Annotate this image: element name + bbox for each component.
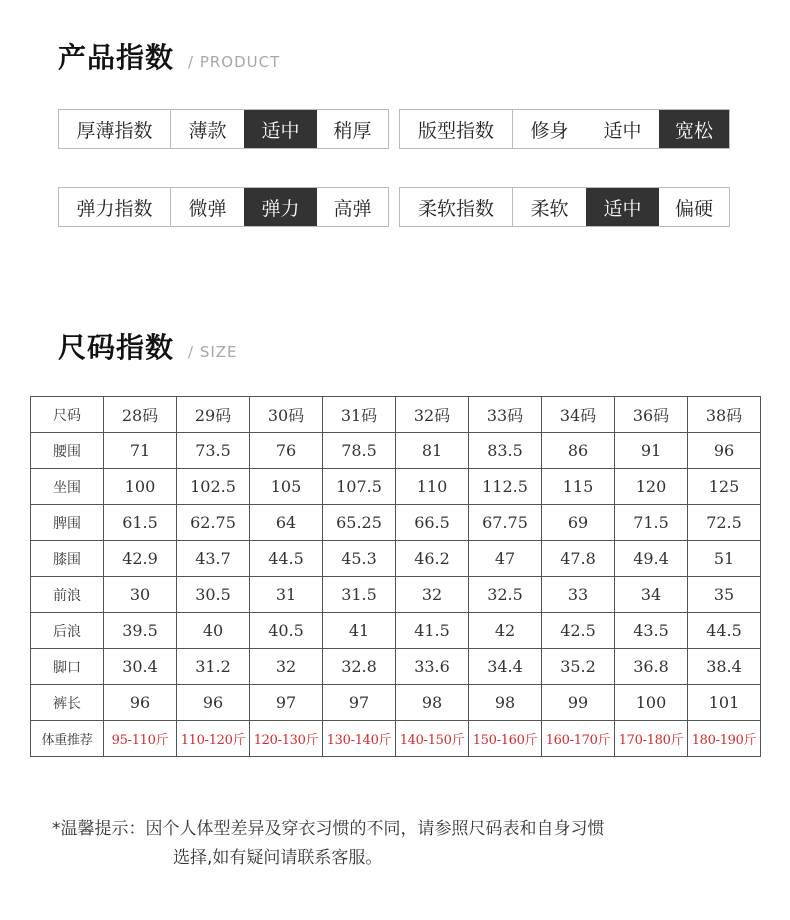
index-option-selected: 弹力 [244, 188, 317, 226]
index-option: 修身 [530, 119, 569, 142]
index-option: 高弹 [333, 197, 372, 220]
index-label: 弹力指数 [59, 188, 171, 226]
table-cell: 83.5 [469, 433, 542, 469]
table-cell: 71.5 [615, 505, 688, 541]
table-cell: 100 [104, 469, 177, 505]
index-option: 偏硬 [674, 197, 713, 220]
table-cell: 35.2 [542, 649, 615, 685]
table-cell: 42.5 [542, 613, 615, 649]
table-row-label: 腰围 [31, 433, 104, 469]
table-cell: 44.5 [250, 541, 323, 577]
table-row [31, 685, 761, 721]
size-subtitle: / SIZE [188, 343, 238, 361]
weight-recommend-row [31, 721, 761, 757]
table-cell: 112.5 [469, 469, 542, 505]
table-cell: 39.5 [104, 613, 177, 649]
table-cell: 115 [542, 469, 615, 505]
table-header-cell: 30码 [250, 397, 323, 433]
table-row [31, 505, 761, 541]
table-cell: 96 [688, 433, 761, 469]
table-header-cell: 38码 [688, 397, 761, 433]
table-row-label: 脾围 [31, 505, 104, 541]
table-cell: 61.5 [104, 505, 177, 541]
table-cell: 98 [469, 685, 542, 721]
table-cell: 91 [615, 433, 688, 469]
table-row-label: 后浪 [31, 613, 104, 649]
table-cell: 96 [104, 685, 177, 721]
table-cell: 45.3 [323, 541, 396, 577]
table-row-label: 裤长 [31, 685, 104, 721]
table-cell: 47 [469, 541, 542, 577]
weight-cell: 95-110斤 [104, 721, 177, 757]
index-option: 稍厚 [333, 119, 372, 142]
table-cell: 76 [250, 433, 323, 469]
table-cell: 32 [396, 577, 469, 613]
note-line-1: *温馨提示：因个人体型差异及穿衣习惯的不同，请参照尺码表和自身习惯 [52, 819, 605, 839]
table-cell: 98 [396, 685, 469, 721]
index-thickness [58, 109, 389, 149]
table-header-cell: 29码 [177, 397, 250, 433]
table-row [31, 469, 761, 505]
table-header-cell: 31码 [323, 397, 396, 433]
table-cell: 40 [177, 613, 250, 649]
table-cell: 120 [615, 469, 688, 505]
table-row-label: 膝围 [31, 541, 104, 577]
table-cell: 41 [323, 613, 396, 649]
index-option: 微弹 [188, 197, 227, 220]
index-softness [399, 187, 730, 227]
weight-cell: 130-140斤 [323, 721, 396, 757]
table-cell: 110 [396, 469, 469, 505]
table-row [31, 433, 761, 469]
table-cell: 34.4 [469, 649, 542, 685]
table-cell: 33 [542, 577, 615, 613]
table-cell: 97 [323, 685, 396, 721]
note-line-2: 选择,如有疑问请联系客服。 [173, 848, 383, 868]
table-cell: 51 [688, 541, 761, 577]
product-section-title [58, 36, 280, 76]
table-cell: 67.75 [469, 505, 542, 541]
weight-cell: 160-170斤 [542, 721, 615, 757]
table-cell: 72.5 [688, 505, 761, 541]
table-cell: 49.4 [615, 541, 688, 577]
table-cell: 96 [177, 685, 250, 721]
table-cell: 105 [250, 469, 323, 505]
table-cell: 64 [250, 505, 323, 541]
table-header-cell: 34码 [542, 397, 615, 433]
table-cell: 73.5 [177, 433, 250, 469]
table-cell: 42 [469, 613, 542, 649]
table-cell: 102.5 [177, 469, 250, 505]
table-cell: 125 [688, 469, 761, 505]
table-cell: 30.4 [104, 649, 177, 685]
size-section-title [58, 326, 238, 366]
product-title: 产品指数 [58, 41, 175, 74]
table-cell: 99 [542, 685, 615, 721]
table-cell: 78.5 [323, 433, 396, 469]
table-cell: 34 [615, 577, 688, 613]
table-row [31, 613, 761, 649]
table-cell: 30 [104, 577, 177, 613]
table-cell: 69 [542, 505, 615, 541]
table-row [31, 541, 761, 577]
table-header-cell: 28码 [104, 397, 177, 433]
table-cell: 107.5 [323, 469, 396, 505]
weight-cell: 120-130斤 [250, 721, 323, 757]
table-cell: 41.5 [396, 613, 469, 649]
index-option: 适中 [603, 119, 642, 142]
table-cell: 42.9 [104, 541, 177, 577]
table-cell: 31.5 [323, 577, 396, 613]
index-option: 薄款 [188, 119, 227, 142]
table-cell: 97 [250, 685, 323, 721]
weight-cell: 140-150斤 [396, 721, 469, 757]
table-row-label: 前浪 [31, 577, 104, 613]
table-cell: 32.8 [323, 649, 396, 685]
product-subtitle: / PRODUCT [188, 53, 281, 71]
table-cell: 86 [542, 433, 615, 469]
table-header-row [31, 397, 761, 433]
table-header-cell: 32码 [396, 397, 469, 433]
table-cell: 46.2 [396, 541, 469, 577]
table-cell: 62.75 [177, 505, 250, 541]
table-cell: 101 [688, 685, 761, 721]
table-cell: 66.5 [396, 505, 469, 541]
table-header-cell: 尺码 [31, 397, 104, 433]
table-row-label: 坐围 [31, 469, 104, 505]
weight-cell: 110-120斤 [177, 721, 250, 757]
weight-cell: 170-180斤 [615, 721, 688, 757]
table-cell: 44.5 [688, 613, 761, 649]
index-label: 版型指数 [400, 110, 513, 148]
table-cell: 31.2 [177, 649, 250, 685]
index-option-selected: 适中 [586, 188, 659, 226]
table-cell: 33.6 [396, 649, 469, 685]
table-cell: 43.7 [177, 541, 250, 577]
index-label: 柔软指数 [400, 188, 513, 226]
table-cell: 32.5 [469, 577, 542, 613]
index-option-selected: 适中 [244, 110, 317, 148]
size-table [30, 396, 761, 757]
table-cell: 30.5 [177, 577, 250, 613]
index-label: 厚薄指数 [59, 110, 171, 148]
table-cell: 43.5 [615, 613, 688, 649]
table-cell: 47.8 [542, 541, 615, 577]
table-cell: 32 [250, 649, 323, 685]
table-cell: 71 [104, 433, 177, 469]
table-row [31, 649, 761, 685]
table-cell: 31 [250, 577, 323, 613]
size-title: 尺码指数 [58, 331, 175, 364]
table-cell: 35 [688, 577, 761, 613]
table-cell: 38.4 [688, 649, 761, 685]
warm-tip-note [52, 815, 605, 873]
table-row [31, 577, 761, 613]
table-cell: 40.5 [250, 613, 323, 649]
index-option-selected: 宽松 [659, 110, 729, 148]
table-row-label: 体重推荐 [31, 721, 104, 757]
table-row-label: 脚口 [31, 649, 104, 685]
table-header-cell: 33码 [469, 397, 542, 433]
index-fit [399, 109, 730, 149]
table-header-cell: 36码 [615, 397, 688, 433]
table-cell: 100 [615, 685, 688, 721]
size-table-body [31, 397, 761, 757]
index-option: 柔软 [530, 197, 569, 220]
weight-cell: 180-190斤 [688, 721, 761, 757]
table-cell: 81 [396, 433, 469, 469]
table-cell: 36.8 [615, 649, 688, 685]
weight-cell: 150-160斤 [469, 721, 542, 757]
table-cell: 65.25 [323, 505, 396, 541]
index-elasticity [58, 187, 389, 227]
